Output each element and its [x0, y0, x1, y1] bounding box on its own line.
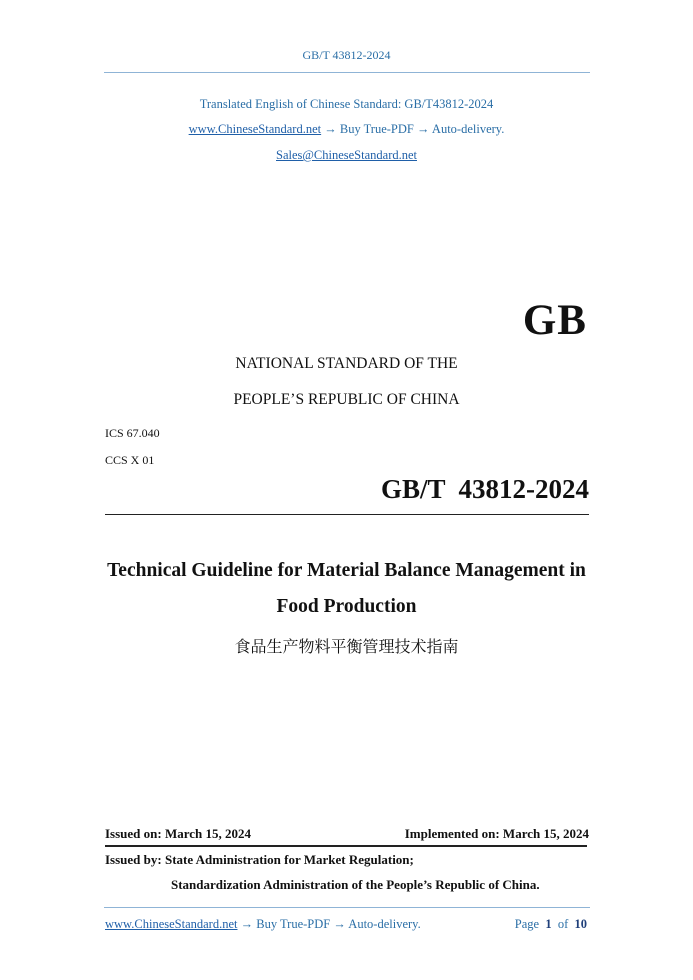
- standard-number-divider: [105, 514, 589, 515]
- page-total: 10: [574, 917, 587, 931]
- issued-by-line-1: Issued by: State Administration for Market Regulation;: [105, 852, 414, 867]
- title-english-line-1: Technical Guideline for Material Balance Management in: [107, 560, 586, 581]
- promo-purchase-line: [0, 122, 693, 137]
- header-divider: [104, 72, 590, 73]
- header-standard-code: GB/T 43812-2024: [302, 48, 391, 62]
- national-standard-line-2: PEOPLE’S REPUBLIC OF CHINA: [233, 391, 460, 408]
- email-link[interactable]: Sales@ChineseStandard.net: [276, 148, 417, 162]
- page-label: Page: [514, 917, 540, 931]
- promo-translation-line: Translated English of Chinese Standard: GB/T43812-2024: [199, 97, 494, 111]
- footer-purchase-line: [105, 917, 421, 932]
- page-indicator: [515, 917, 587, 932]
- gb-logo: GB: [522, 297, 587, 344]
- implemented-on-date: Implemented on: March 15, 2024: [404, 826, 589, 841]
- page-of: of: [557, 917, 569, 931]
- issued-by-line-2: Standardization Administration of the People’s Republic of China.: [171, 877, 540, 892]
- promo-purchase-text: → Buy True-PDF → Auto-delivery.: [321, 122, 505, 136]
- promo-email-line: [0, 148, 693, 163]
- title-chinese: 食品生产物料平衡管理技术指南: [234, 637, 459, 656]
- title-english-line-2: Food Production: [276, 596, 417, 617]
- page-current: 1: [545, 917, 552, 931]
- ics-code: ICS 67.040: [105, 426, 160, 440]
- footer-purchase-text: → Buy True-PDF → Auto-delivery.: [237, 917, 421, 931]
- site-link[interactable]: www.ChineseStandard.net: [188, 122, 322, 136]
- footer-site-link[interactable]: www.ChineseStandard.net: [105, 917, 238, 931]
- national-standard-line-1: NATIONAL STANDARD OF THE: [235, 355, 458, 372]
- issued-on-date: Issued on: March 15, 2024: [105, 826, 252, 841]
- issue-divider: [105, 845, 587, 847]
- standard-number: GB/T 43812-2024: [380, 474, 589, 504]
- ccs-code: CCS X 01: [105, 453, 155, 467]
- footer-divider: [104, 907, 590, 908]
